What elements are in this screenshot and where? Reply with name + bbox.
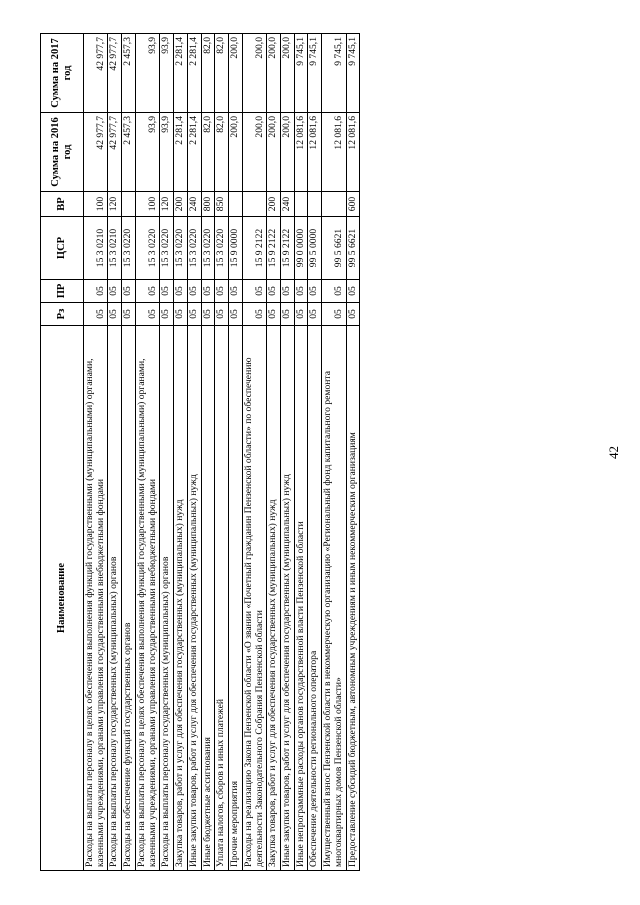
table-row — [174, 34, 188, 871]
row-pr: 05 — [294, 280, 308, 303]
row-name: Уплата налогов, сборов и иных платежей — [215, 326, 229, 871]
row-rz: 05 — [346, 303, 360, 326]
row-name: Расходы на выплаты персоналу государственных (муниципальных) органов — [160, 326, 174, 871]
row-rz: 05 — [229, 303, 243, 326]
row-rz: 05 — [267, 303, 281, 326]
row-csr: 15 3 0220 — [174, 217, 188, 280]
row-csr: 15 9 2122 — [267, 217, 281, 280]
table-row — [108, 34, 122, 871]
row-rz: 05 — [84, 303, 108, 326]
table-row — [281, 34, 295, 871]
row-rz: 05 — [187, 303, 201, 326]
row-rz: 05 — [322, 303, 346, 326]
row-sum-2017: 200,0 — [281, 34, 295, 113]
row-name: Прочие мероприятия — [229, 326, 243, 871]
row-name: Закупка товаров, работ и услуг для обеспечения государственных (муниципальных) нужд — [267, 326, 281, 871]
row-name: Иные закупки товаров, работ и услуг для обеспечения государственных (муниципальных) нужд — [187, 326, 201, 871]
row-name: Обеспечение деятельности регионального оператора — [308, 326, 322, 871]
row-vr: 100 — [135, 192, 159, 217]
row-csr: 99 5 0000 — [308, 217, 322, 280]
table-header-row — [41, 34, 84, 871]
row-vr: 850 — [215, 192, 229, 217]
row-name: Иные непрограммные расходы органов государственной власти Пензенской области — [294, 326, 308, 871]
row-name: Иные закупки товаров, работ и услуг для обеспечения государственных (муниципальных) нужд — [281, 326, 295, 871]
table-row — [201, 34, 215, 871]
row-name: Расходы на выплаты персоналу государственных (муниципальных) органов — [108, 326, 122, 871]
row-sum-2016: 12 081,6 — [294, 113, 308, 192]
row-pr: 05 — [201, 280, 215, 303]
row-rz: 05 — [294, 303, 308, 326]
row-rz: 05 — [160, 303, 174, 326]
row-vr: 200 — [174, 192, 188, 217]
row-sum-2017: 42 977,7 — [108, 34, 122, 113]
table-row — [267, 34, 281, 871]
header-rz: Рз — [41, 303, 84, 326]
row-csr: 15 3 0220 — [215, 217, 229, 280]
row-sum-2016: 82,0 — [201, 113, 215, 192]
row-csr: 15 3 0220 — [135, 217, 159, 280]
row-sum-2017: 9 745,1 — [294, 34, 308, 113]
row-csr: 15 3 0220 — [160, 217, 174, 280]
table-row — [187, 34, 201, 871]
row-vr — [294, 192, 308, 217]
row-csr: 15 9 2122 — [281, 217, 295, 280]
row-sum-2017: 2 281,4 — [187, 34, 201, 113]
row-sum-2017: 9 745,1 — [346, 34, 360, 113]
row-vr — [229, 192, 243, 217]
row-sum-2017: 2 281,4 — [174, 34, 188, 113]
row-sum-2017: 9 745,1 — [308, 34, 322, 113]
row-vr: 200 — [267, 192, 281, 217]
row-csr: 99 0 0000 — [294, 217, 308, 280]
row-sum-2016: 93,9 — [135, 113, 159, 192]
page-number: 42 — [606, 446, 621, 459]
row-rz: 05 — [281, 303, 295, 326]
row-sum-2016: 12 081,6 — [346, 113, 360, 192]
row-vr: 240 — [281, 192, 295, 217]
row-name: Предоставление субсидий бюджетным, автономным учреждениям и иным некоммерческим организациям — [346, 326, 360, 871]
row-pr: 05 — [135, 280, 159, 303]
row-sum-2016: 200,0 — [267, 113, 281, 192]
row-csr: 15 3 0210 — [84, 217, 108, 280]
table-row — [122, 34, 136, 871]
row-pr: 05 — [160, 280, 174, 303]
row-sum-2017: 82,0 — [201, 34, 215, 113]
row-csr: 15 3 0210 — [108, 217, 122, 280]
header-pr: ПР — [41, 280, 84, 303]
row-pr: 05 — [187, 280, 201, 303]
header-sum-2017: Сумма на 2017 год — [41, 34, 84, 113]
table-row — [135, 34, 159, 871]
row-vr: 120 — [160, 192, 174, 217]
row-name: Расходы на выплаты персоналу в целях обеспечения выполнения функций государственными (муниципальными) органами, казенными учреждениями, органами управления государственными внебюджетными фондами — [135, 326, 159, 871]
row-vr: 120 — [108, 192, 122, 217]
row-sum-2017: 200,0 — [267, 34, 281, 113]
row-pr: 05 — [122, 280, 136, 303]
row-sum-2016: 12 081,6 — [322, 113, 346, 192]
row-pr: 05 — [215, 280, 229, 303]
row-sum-2016: 2 281,4 — [187, 113, 201, 192]
row-sum-2016: 42 977,7 — [84, 113, 108, 192]
row-sum-2016: 82,0 — [215, 113, 229, 192]
row-pr: 05 — [108, 280, 122, 303]
row-pr: 05 — [174, 280, 188, 303]
row-csr: 99 5 6621 — [322, 217, 346, 280]
row-sum-2016: 12 081,6 — [308, 113, 322, 192]
row-pr: 05 — [281, 280, 295, 303]
row-rz: 05 — [242, 303, 266, 326]
row-csr: 15 3 0220 — [187, 217, 201, 280]
row-rz: 05 — [201, 303, 215, 326]
row-csr: 15 3 0220 — [122, 217, 136, 280]
row-name: Иные бюджетные ассигнования — [201, 326, 215, 871]
row-vr: 600 — [346, 192, 360, 217]
row-sum-2016: 42 977,7 — [108, 113, 122, 192]
table-row — [294, 34, 308, 871]
row-sum-2016: 200,0 — [229, 113, 243, 192]
row-vr: 240 — [187, 192, 201, 217]
row-name: Расходы на реализацию Закона Пензенской области «О звании «Почетный гражданин Пензенской области» по обеспечению деятельности Законодательного Собрания Пензенской области — [242, 326, 266, 871]
header-sum-2016: Сумма на 2016 год — [41, 113, 84, 192]
row-sum-2017: 200,0 — [242, 34, 266, 113]
row-sum-2016: 200,0 — [281, 113, 295, 192]
row-vr — [322, 192, 346, 217]
row-sum-2016: 93,9 — [160, 113, 174, 192]
table-row — [346, 34, 360, 871]
row-name: Расходы на обеспечение функций государственных органов — [122, 326, 136, 871]
row-vr: 100 — [84, 192, 108, 217]
row-pr: 05 — [267, 280, 281, 303]
row-sum-2017: 200,0 — [229, 34, 243, 113]
table-row — [242, 34, 266, 871]
row-csr: 15 9 0000 — [229, 217, 243, 280]
table-row — [160, 34, 174, 871]
table-row — [215, 34, 229, 871]
table-row — [84, 34, 108, 871]
row-pr: 05 — [242, 280, 266, 303]
row-vr — [242, 192, 266, 217]
table-row — [308, 34, 322, 871]
row-vr: 800 — [201, 192, 215, 217]
budget-table — [40, 33, 360, 871]
table-row — [322, 34, 346, 871]
row-sum-2016: 2 281,4 — [174, 113, 188, 192]
row-pr: 05 — [308, 280, 322, 303]
row-rz: 05 — [308, 303, 322, 326]
row-sum-2016: 200,0 — [242, 113, 266, 192]
row-pr: 05 — [229, 280, 243, 303]
row-rz: 05 — [215, 303, 229, 326]
row-vr — [122, 192, 136, 217]
row-vr — [308, 192, 322, 217]
row-sum-2017: 2 457,3 — [122, 34, 136, 113]
row-name: Расходы на выплаты персоналу в целях обеспечения выполнения функций государственными (муниципальными) органами, казенными учреждениями, органами управления государственными внебюджетными фондами — [84, 326, 108, 871]
row-csr: 15 9 2122 — [242, 217, 266, 280]
row-pr: 05 — [346, 280, 360, 303]
row-sum-2017: 82,0 — [215, 34, 229, 113]
row-sum-2016: 2 457,3 — [122, 113, 136, 192]
header-csr: ЦСР — [41, 217, 84, 280]
row-pr: 05 — [322, 280, 346, 303]
header-name: Наименование — [41, 326, 84, 871]
row-pr: 05 — [84, 280, 108, 303]
row-name: Имущественный взнос Пензенской области в некоммерческую организацию «Региональный фонд капитального ремонта многоквартирных домов Пензенской области» — [322, 326, 346, 871]
table-row — [229, 34, 243, 871]
row-sum-2017: 93,9 — [135, 34, 159, 113]
row-csr: 15 3 0220 — [201, 217, 215, 280]
row-sum-2017: 9 745,1 — [322, 34, 346, 113]
header-vr: ВР — [41, 192, 84, 217]
row-name: Закупка товаров, работ и услуг для обеспечения государственных (муниципальных) нужд — [174, 326, 188, 871]
row-rz: 05 — [174, 303, 188, 326]
row-rz: 05 — [108, 303, 122, 326]
row-sum-2017: 93,9 — [160, 34, 174, 113]
row-rz: 05 — [135, 303, 159, 326]
row-csr: 99 5 6621 — [346, 217, 360, 280]
row-rz: 05 — [122, 303, 136, 326]
row-sum-2017: 42 977,7 — [84, 34, 108, 113]
